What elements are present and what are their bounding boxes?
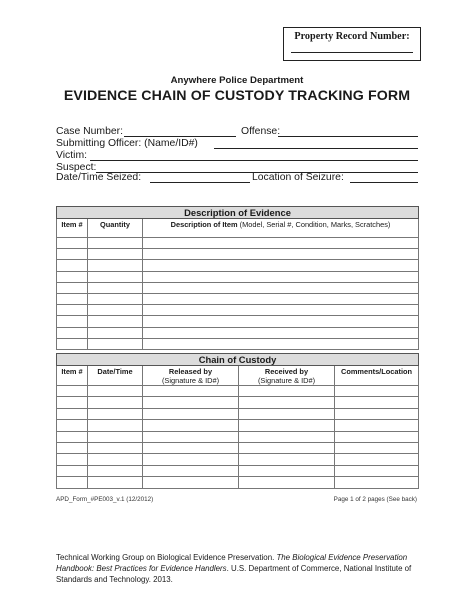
table-cell[interactable] [239, 408, 335, 419]
table-cell[interactable] [335, 386, 419, 397]
custody-table [56, 353, 419, 489]
citation-title: The Biological Evidence Preservation Handbook: Best Practices for Evidence Handlers [56, 553, 408, 574]
table-cell[interactable] [239, 454, 335, 465]
table-row[interactable] [57, 238, 419, 249]
table-row[interactable] [57, 305, 419, 316]
submitting-officer-field[interactable] [214, 148, 418, 149]
agency-name: Anywhere Police Department [170, 75, 304, 86]
table-cell[interactable] [335, 477, 419, 488]
table-cell[interactable] [88, 282, 143, 293]
property-record-label: Property Record Number: [294, 31, 410, 42]
table-cell[interactable] [57, 338, 88, 349]
table-cell[interactable] [88, 238, 143, 249]
table-row[interactable] [57, 386, 419, 397]
custody-col-released-label: Released by [168, 367, 213, 376]
table-cell[interactable] [143, 260, 419, 271]
table-cell[interactable] [57, 477, 88, 488]
evidence-col-description-sub: (Model, Serial #, Condition, Marks, Scratches) [239, 220, 391, 229]
table-cell[interactable] [57, 431, 88, 442]
table-cell[interactable] [335, 420, 419, 431]
custody-col-released [143, 366, 239, 386]
table-cell[interactable] [57, 238, 88, 249]
evidence-col-description-label: Description of Item [170, 220, 238, 229]
custody-col-received-sub: (Signature & ID#) [257, 376, 316, 385]
table-cell[interactable] [143, 477, 239, 488]
table-cell[interactable] [88, 260, 143, 271]
victim-field[interactable] [90, 160, 418, 161]
table-cell[interactable] [88, 420, 143, 431]
table-cell[interactable] [239, 397, 335, 408]
evidence-col-item: Item # [57, 219, 88, 238]
table-cell[interactable] [88, 327, 143, 338]
table-row[interactable] [57, 454, 419, 465]
table-cell[interactable] [88, 316, 143, 327]
table-cell[interactable] [57, 282, 88, 293]
table-cell[interactable] [57, 271, 88, 282]
table-cell[interactable] [88, 477, 143, 488]
table-cell[interactable] [88, 338, 143, 349]
table-cell[interactable] [143, 338, 419, 349]
table-cell[interactable] [88, 431, 143, 442]
citation-authors: Technical Working Group on Biological Evidence Preservation. [56, 553, 277, 562]
table-cell[interactable] [57, 305, 88, 316]
table-cell[interactable] [143, 408, 239, 419]
citation [56, 552, 426, 586]
table-cell[interactable] [335, 454, 419, 465]
table-cell[interactable] [88, 293, 143, 304]
table-cell[interactable] [143, 293, 419, 304]
table-cell[interactable] [57, 397, 88, 408]
submitting-officer-label: Submitting Officer: (Name/ID#) [56, 138, 198, 149]
evidence-col-quantity: Quantity [88, 219, 143, 238]
table-row[interactable] [57, 465, 419, 476]
table-cell[interactable] [143, 431, 239, 442]
table-row[interactable] [57, 282, 419, 293]
submitting-officer-row [56, 138, 418, 150]
table-row[interactable] [57, 271, 419, 282]
table-cell[interactable] [143, 249, 419, 260]
table-cell[interactable] [239, 465, 335, 476]
table-cell[interactable] [239, 431, 335, 442]
table-row[interactable] [57, 408, 419, 419]
citation-publisher: . U.S. Department of Commerce, National Institute of Standards and Technology. 2013. [56, 564, 412, 585]
suspect-label: Suspect: [56, 162, 97, 173]
date-time-seized-label: Date/Time Seized: [56, 172, 142, 183]
table-cell[interactable] [143, 386, 239, 397]
table-row[interactable] [57, 293, 419, 304]
case-number-field[interactable] [124, 136, 236, 137]
victim-label: Victim: [56, 150, 87, 161]
table-row[interactable] [57, 327, 419, 338]
table-cell[interactable] [143, 238, 419, 249]
custody-table-body [57, 386, 419, 489]
table-cell[interactable] [57, 260, 88, 271]
custody-table-title: Chain of Custody [57, 354, 419, 366]
table-row[interactable] [57, 477, 419, 488]
table-cell[interactable] [88, 465, 143, 476]
table-cell[interactable] [88, 408, 143, 419]
table-cell[interactable] [57, 249, 88, 260]
table-row[interactable] [57, 397, 419, 408]
table-cell[interactable] [88, 442, 143, 453]
evidence-table [56, 206, 419, 350]
table-cell[interactable] [57, 465, 88, 476]
table-row[interactable] [57, 316, 419, 327]
table-cell[interactable] [57, 293, 88, 304]
table-cell[interactable] [143, 305, 419, 316]
page-number: Page 1 of 2 pages (See back) [333, 496, 417, 503]
evidence-table-body [57, 238, 419, 350]
property-record-input-line[interactable] [291, 52, 413, 53]
table-cell[interactable] [88, 386, 143, 397]
case-offense-row [56, 126, 418, 138]
table-cell[interactable] [143, 442, 239, 453]
table-cell[interactable] [57, 386, 88, 397]
offense-field[interactable] [278, 136, 418, 137]
table-cell[interactable] [143, 454, 239, 465]
table-cell[interactable] [143, 397, 239, 408]
table-cell[interactable] [57, 408, 88, 419]
table-cell[interactable] [239, 386, 335, 397]
table-cell[interactable] [57, 454, 88, 465]
location-of-seizure-field[interactable] [350, 182, 418, 183]
table-cell[interactable] [335, 408, 419, 419]
table-cell[interactable] [88, 271, 143, 282]
table-row[interactable] [57, 249, 419, 260]
table-cell[interactable] [335, 442, 419, 453]
case-number-label: Case Number: [56, 126, 123, 137]
location-of-seizure-label: Location of Seizure: [252, 172, 344, 183]
table-cell[interactable] [57, 442, 88, 453]
custody-col-comments: Comments/Location [335, 366, 419, 386]
table-cell[interactable] [57, 327, 88, 338]
table-cell[interactable] [143, 282, 419, 293]
table-cell[interactable] [57, 420, 88, 431]
table-row[interactable] [57, 260, 419, 271]
table-cell[interactable] [239, 420, 335, 431]
table-cell[interactable] [239, 477, 335, 488]
table-cell[interactable] [335, 397, 419, 408]
table-row[interactable] [57, 420, 419, 431]
table-cell[interactable] [88, 397, 143, 408]
table-cell[interactable] [143, 316, 419, 327]
table-row[interactable] [57, 431, 419, 442]
table-cell[interactable] [57, 316, 88, 327]
custody-col-item: Item # [57, 366, 88, 386]
form-title: EVIDENCE CHAIN OF CUSTODY TRACKING FORM [63, 88, 411, 104]
victim-row [56, 150, 418, 162]
custody-col-datetime: Date/Time [88, 366, 143, 386]
table-cell[interactable] [143, 465, 239, 476]
table-cell[interactable] [88, 454, 143, 465]
property-record-box [283, 27, 421, 61]
table-cell[interactable] [335, 465, 419, 476]
seizure-row [56, 172, 418, 184]
table-cell[interactable] [143, 420, 239, 431]
table-cell[interactable] [143, 327, 419, 338]
offense-label: Offense: [241, 126, 281, 137]
table-cell[interactable] [335, 431, 419, 442]
custody-col-released-sub: (Signature & ID#) [161, 376, 220, 385]
evidence-table-title: Description of Evidence [57, 207, 419, 219]
custody-col-received [239, 366, 335, 386]
evidence-col-description [143, 219, 419, 238]
table-cell[interactable] [88, 249, 143, 260]
table-row[interactable] [57, 442, 419, 453]
form-id: APD_Form_#PE003_v.1 (12/2012) [56, 496, 154, 503]
table-cell[interactable] [143, 271, 419, 282]
table-row[interactable] [57, 338, 419, 349]
date-time-seized-field[interactable] [150, 182, 250, 183]
table-cell[interactable] [88, 305, 143, 316]
custody-col-received-label: Received by [264, 367, 309, 376]
table-cell[interactable] [239, 442, 335, 453]
